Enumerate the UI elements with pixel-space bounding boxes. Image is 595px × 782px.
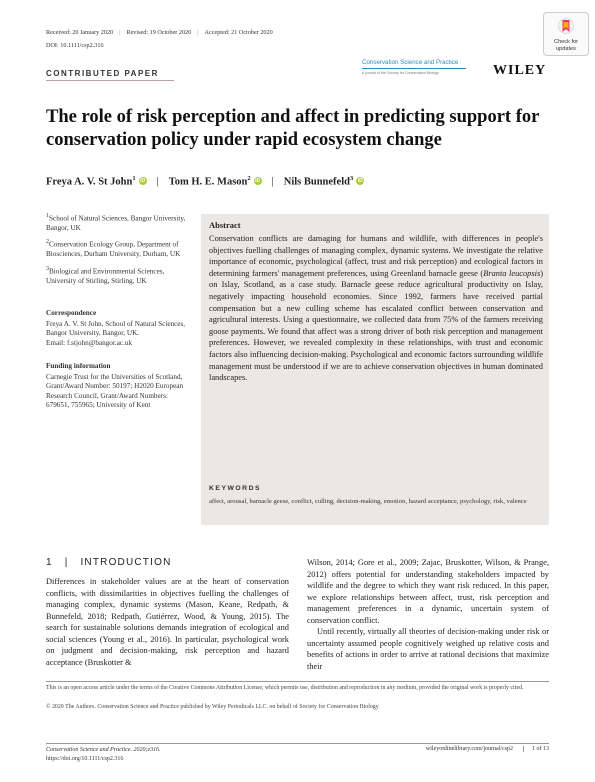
page-number: 1 of 13 <box>523 746 549 752</box>
copyright-note: © 2020 The Authors. Conservation Science and Practice published by Wiley Periodicals LLC. on behalf of Society for Conservation Biology <box>46 704 379 710</box>
funding-information <box>46 362 191 411</box>
citation: Conservation Science and Practice. 2020;e316. <box>46 747 161 753</box>
abstract-heading: Abstract <box>209 220 241 230</box>
article-type: CONTRIBUTED PAPER <box>46 69 159 78</box>
journal-site-link[interactable]: wileyonlinelibrary.com/journal/csp2 <box>425 746 513 752</box>
journal-logo-subtitle: A journal of the Society for Conservation Biology <box>362 71 439 75</box>
paper-title: The role of risk perception and affect in predicting support for conservation policy under rapid ecosystem change <box>46 107 539 150</box>
intro-paragraph: Until recently, virtually all theories of decision-making under risk or uncertainty assumed people cognitively weighed up relative costs and benefits of actions in order to arrive at rational decisions that maximize their <box>307 627 549 671</box>
revised-date: Revised: 19 October 2020 <box>126 29 192 36</box>
orcid-icon[interactable]: iD <box>140 178 146 185</box>
publisher-logo: WILEY <box>493 63 547 78</box>
journal-logo-line <box>362 68 466 69</box>
history-separator: | <box>119 29 121 36</box>
footer-rule <box>46 743 549 744</box>
orcid-icon[interactable]: iD <box>357 178 363 185</box>
correspondence-email[interactable]: Email: f.stjohn@bangor.ac.uk <box>46 338 133 347</box>
abstract-text: Conservation conflicts are damaging for humans and wildlife, with differences in people's objectives fuelling challenges of managing complex, dynamic systems. We investigate the relative importance of economic, psychological (affect, trust and risk perception) and ecological factors in determining farmers' management preferences, using Greenland barnacle geese (Branta leucopsis) on Islay, Scotland, as a case study. Barnacle geese reduce agricultural productivity on Islay, negatively impacting household economies. Since 1992, farmers have received partial compensation but a new culling scheme has escalated conflict between conservation and agricultural interests. Using a questionnaire, we collected data from 75% of the farmers receiving goose payments. We found that affect was a strong driver of both risk perception and management preferences. However, we revealed complexity in these relationships, with trust and economic factors also influencing decision-making. Psychological and economic factors surrounding wildlife management must be understood if we are to achieve conservation objectives in human dominated landscapes. <box>209 234 544 383</box>
intro-paragraph: Wilson, 2014; Gore et al., 2009; Zajac, Bruskotter, Wilson, & Prange, 2012) offers potential for understanding stakeholders impacted by wildlife and the degree to which they want risk reduced. In this paper, we explore relationships between affect, trust, risk perception and management preferences in a dynamic, uncertain system of conservation conflict. <box>307 558 549 625</box>
history-separator: | <box>197 29 199 36</box>
affiliation: $^2$Conservation Ecology Group, Department of Biosciences, Durham University, Durham, UK <box>46 239 181 259</box>
correspondence <box>46 309 191 348</box>
journal-logo <box>362 59 482 75</box>
keywords-heading: KEYWORDS <box>209 485 262 492</box>
abstract-box <box>201 214 549 525</box>
badge-line2: updates <box>556 45 576 52</box>
accepted-date: Accepted: 21 October 2020 <box>204 29 273 36</box>
species-name: Branta leucopsis <box>483 268 541 278</box>
intro-column-1: Differences in stakeholder values are at the heart of conservation conflicts, with dissimilarities in objectives fuelling the challenges of managing complex, dynamic systems (Mason, Keane, Redpath, & Bunnefeld, 2018; Redpath, Gutiérrez, Wood, & Young, 2015). The search for sustainable solutions demands integration of ecological and social sciences (Young et al., 2016). In particular, psychological work on judgment and decision-making, risk perception and hazard acceptance (Bruskotter & <box>46 577 289 667</box>
affiliation: $^3$Biological and Environmental Sciences, University of Stirling, Stirling, UK <box>46 265 165 285</box>
license-note: This is an open access article under the terms of the Creative Commons Attribution License, which permits use, distribution and reproduction in any medium, provided the original work is properly cited. <box>46 685 524 691</box>
footer-citation <box>46 746 161 763</box>
journal-logo-title: Conservation Science and Practice <box>362 59 459 66</box>
section-heading: 1 | INTRODUCTION <box>46 557 172 568</box>
author-list <box>46 175 364 188</box>
badge-line1: Check for <box>554 39 578 45</box>
bookmark-icon <box>558 17 574 37</box>
keywords-text: affect, arousal, barnacle geese, conflict, culling, decision-making, emotion, hazard acceptance, psychology, risk, valence <box>209 498 527 505</box>
intro-column-2 <box>307 557 549 672</box>
author[interactable]: Nils Bunnefeld$^3$ <box>283 175 354 188</box>
correspondence-text: Freya A. V. St John, School of Natural Sciences, Bangor University, Bangor, UK. <box>46 319 186 337</box>
author-separator: | <box>271 175 274 187</box>
affiliation: $^1$School of Natural Sciences, Bangor University, Bangor, UK <box>46 213 186 232</box>
article-type-rule <box>46 80 174 81</box>
funding-text: Carnegie Trust for the Universities of Scotland, Grant/Award Number: 50197; H2020 European Research Council, Grant/Award Numbers: 679651, 755965; University of Kent <box>46 372 184 409</box>
author[interactable]: Freya A. V. St John$^1$ <box>46 175 136 188</box>
orcid-icon[interactable]: iD <box>255 178 261 185</box>
doi[interactable]: DOI: 10.1111/csp2.316 <box>46 42 104 49</box>
footer-right <box>400 746 549 752</box>
correspondence-heading: Correspondence <box>46 309 97 317</box>
author[interactable]: Tom H. E. Mason$^2$ <box>168 175 251 188</box>
citation-url[interactable]: https://doi.org/10.1111/csp2.316 <box>46 755 124 762</box>
funding-heading: Funding information <box>46 362 111 370</box>
footnote-rule <box>46 681 549 682</box>
received-date: Received: 20 January 2020 <box>46 29 114 36</box>
article-history <box>46 29 273 36</box>
author-separator: | <box>156 175 159 187</box>
affiliations <box>46 212 191 291</box>
check-for-updates-badge[interactable] <box>543 12 589 56</box>
